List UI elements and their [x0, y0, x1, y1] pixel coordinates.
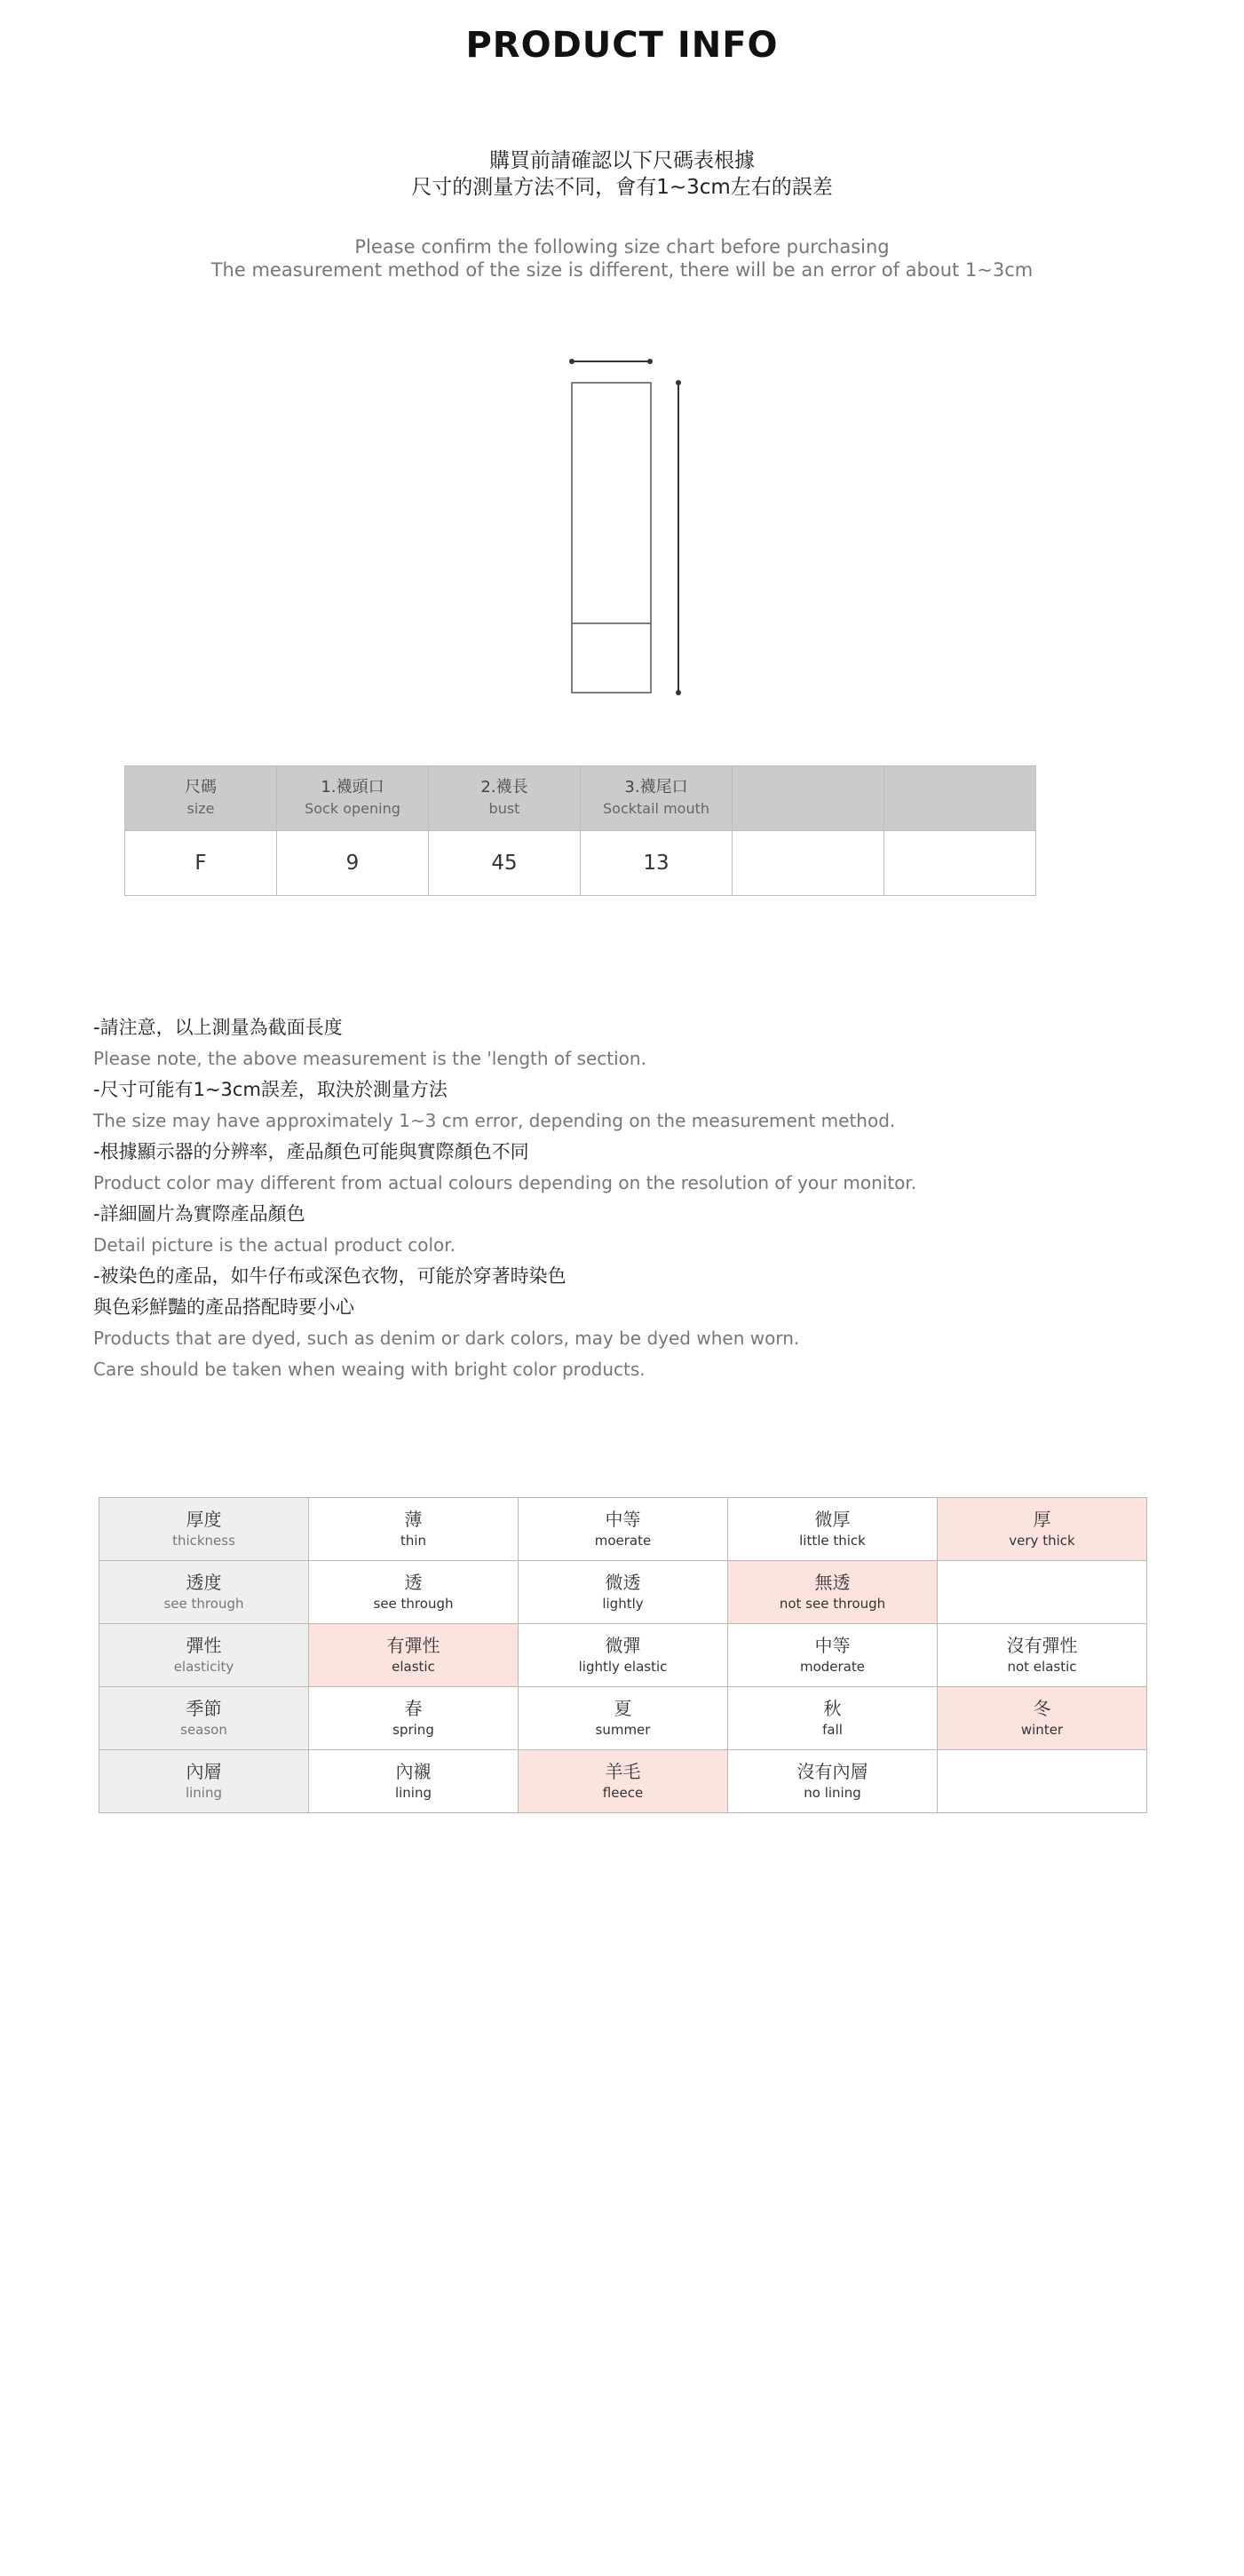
label-zh: 透度	[186, 1572, 222, 1593]
option-en: lining	[394, 1785, 432, 1801]
notice-en-line-2: The measurement method of the size is different, there will be an error of about 1~3cm	[210, 259, 1034, 281]
note-line: -根據顯示器的分辨率，產品顏色可能與實際顏色不同	[93, 1141, 529, 1162]
fabric-option-cell	[309, 1687, 519, 1750]
label-en: thickness	[172, 1533, 235, 1549]
size-value-cell	[733, 831, 884, 896]
header-en: Sock opening	[305, 800, 400, 817]
note-line: Detail picture is the actual product color.	[93, 1234, 456, 1256]
option-zh: 微彈	[605, 1635, 641, 1656]
note-line: -詳細圖片為實際產品顏色	[93, 1203, 305, 1225]
option-en: very thick	[1009, 1533, 1075, 1549]
label-zh: 內層	[186, 1761, 222, 1782]
option-zh: 沒有彈性	[1006, 1635, 1078, 1656]
option-en: no lining	[804, 1785, 861, 1801]
fabric-option-cell	[728, 1624, 938, 1687]
sock-outline	[572, 383, 651, 693]
option-en: fall	[822, 1722, 843, 1738]
option-en: fleece	[602, 1785, 644, 1801]
header-zh: 尺碼	[185, 778, 217, 797]
size-header-cell	[429, 766, 581, 831]
fabric-option-cell	[309, 1750, 519, 1813]
label-zh: 厚度	[186, 1509, 222, 1530]
size-value-cell	[884, 831, 1036, 896]
fabric-label-cell	[99, 1624, 309, 1687]
fabric-label-cell	[99, 1750, 309, 1813]
fabric-option-cell	[728, 1498, 938, 1561]
fabric-info-table	[99, 1497, 1147, 1813]
fabric-option-cell	[519, 1750, 728, 1813]
fabric-label-cell	[99, 1498, 309, 1561]
fabric-option-cell	[519, 1687, 728, 1750]
fabric-row-thickness	[99, 1498, 1147, 1561]
option-en: lightly elastic	[578, 1659, 668, 1675]
fabric-option-cell	[938, 1687, 1147, 1750]
note-line: Products that are dyed, such as denim or dark colors, may be dyed when worn.	[93, 1328, 800, 1349]
option-zh: 冬	[1033, 1698, 1051, 1719]
size-header-cell	[581, 766, 733, 831]
size-table	[124, 765, 1036, 896]
label-en: elasticity	[173, 1659, 234, 1675]
option-zh: 春	[404, 1698, 423, 1719]
fabric-option-cell	[728, 1750, 938, 1813]
header-zh: 2.襪長	[480, 778, 528, 797]
fabric-option-cell	[309, 1498, 519, 1561]
fabric-label-cell	[99, 1561, 309, 1624]
note-line: -被染色的產品，如牛仔布或深色衣物，可能於穿著時染色	[93, 1265, 567, 1287]
header-en: size	[186, 800, 215, 817]
fabric-option-cell	[938, 1624, 1147, 1687]
option-en: little thick	[799, 1533, 866, 1549]
size-table-header-row	[125, 766, 1036, 831]
header-en: bust	[488, 800, 520, 817]
fabric-option-cell	[309, 1561, 519, 1624]
option-zh: 有彈性	[386, 1635, 440, 1656]
option-zh: 沒有內層	[796, 1761, 868, 1782]
option-en: winter	[1020, 1722, 1064, 1738]
size-value-cell: 9	[277, 831, 429, 896]
notice-en-line-1: Please confirm the following size chart before purchasing	[354, 236, 890, 258]
size-table-row	[125, 831, 1036, 896]
size-header-cell	[884, 766, 1036, 831]
note-line: 與色彩鮮豔的產品搭配時要小心	[93, 1296, 354, 1318]
fabric-row-see-through	[99, 1561, 1147, 1624]
size-header-cell	[733, 766, 884, 831]
option-zh: 微厚	[814, 1509, 851, 1530]
option-zh: 無透	[814, 1572, 851, 1593]
option-zh: 透	[404, 1572, 423, 1593]
option-zh: 薄	[404, 1509, 423, 1530]
fabric-option-cell	[519, 1561, 728, 1624]
size-header-cell	[125, 766, 277, 831]
size-value-cell: F	[125, 831, 277, 896]
size-value-cell: 45	[429, 831, 581, 896]
option-zh: 微透	[605, 1572, 641, 1593]
notice-zh-line-1: 購買前請確認以下尺碼表根據	[489, 149, 755, 172]
label-en: season	[180, 1722, 227, 1738]
note-line: -尺寸可能有1~3cm誤差，取決於測量方法	[93, 1079, 448, 1100]
label-zh: 季節	[186, 1698, 222, 1719]
header-zh: 1.襪頭口	[321, 778, 384, 797]
option-en: spring	[392, 1722, 434, 1738]
option-en: see through	[373, 1596, 454, 1612]
option-en: moerate	[594, 1533, 652, 1549]
fabric-option-cell	[938, 1498, 1147, 1561]
opening-width-marker	[569, 359, 653, 364]
fabric-option-cell	[938, 1750, 1147, 1813]
label-en: lining	[185, 1785, 223, 1801]
fabric-option-cell	[728, 1687, 938, 1750]
sock-length-marker	[676, 380, 681, 695]
option-zh: 厚	[1033, 1509, 1051, 1530]
header-en: Socktail mouth	[603, 800, 709, 817]
sock-measurement-diagram	[551, 346, 693, 701]
option-zh: 中等	[814, 1635, 851, 1656]
page-title: PRODUCT INFO	[465, 25, 779, 66]
note-line: -請注意，以上測量為截面長度	[93, 1017, 343, 1038]
fabric-option-cell	[519, 1624, 728, 1687]
size-header-cell	[277, 766, 429, 831]
note-line: Product color may different from actual colours depending on the resolution of your monitor.	[93, 1172, 917, 1193]
option-en: moderate	[799, 1659, 865, 1675]
option-en: not see through	[779, 1596, 886, 1612]
header-zh: 3.襪尾口	[624, 778, 688, 797]
fabric-option-cell	[309, 1624, 519, 1687]
fabric-row-elasticity	[99, 1624, 1147, 1687]
option-zh: 中等	[605, 1509, 641, 1530]
option-zh: 羊毛	[605, 1761, 641, 1782]
fabric-row-lining	[99, 1750, 1147, 1813]
label-en: see through	[163, 1596, 244, 1612]
option-zh: 夏	[614, 1698, 632, 1719]
notes-section	[93, 1012, 1159, 1385]
option-en: summer	[595, 1722, 651, 1738]
label-zh: 彈性	[186, 1635, 222, 1656]
note-line: The size may have approximately 1~3 cm error, depending on the measurement method.	[93, 1110, 896, 1131]
option-en: elastic	[392, 1659, 435, 1675]
option-zh: 內襯	[395, 1761, 432, 1782]
notice-zh-line-2: 尺寸的測量方法不同，會有1~3cm左右的誤差	[411, 176, 833, 199]
size-value-cell: 13	[581, 831, 733, 896]
option-en: lightly	[602, 1596, 644, 1612]
option-zh: 秋	[823, 1698, 842, 1719]
note-line: Please note, the above measurement is the 'length of section.	[93, 1048, 646, 1069]
fabric-option-cell	[728, 1561, 938, 1624]
fabric-option-cell	[938, 1561, 1147, 1624]
fabric-option-cell	[519, 1498, 728, 1561]
note-line: Care should be taken when weaing with bright color products.	[93, 1359, 646, 1380]
option-en: not elastic	[1007, 1659, 1077, 1675]
fabric-label-cell	[99, 1687, 309, 1750]
option-en: thin	[400, 1533, 427, 1549]
fabric-row-season	[99, 1687, 1147, 1750]
